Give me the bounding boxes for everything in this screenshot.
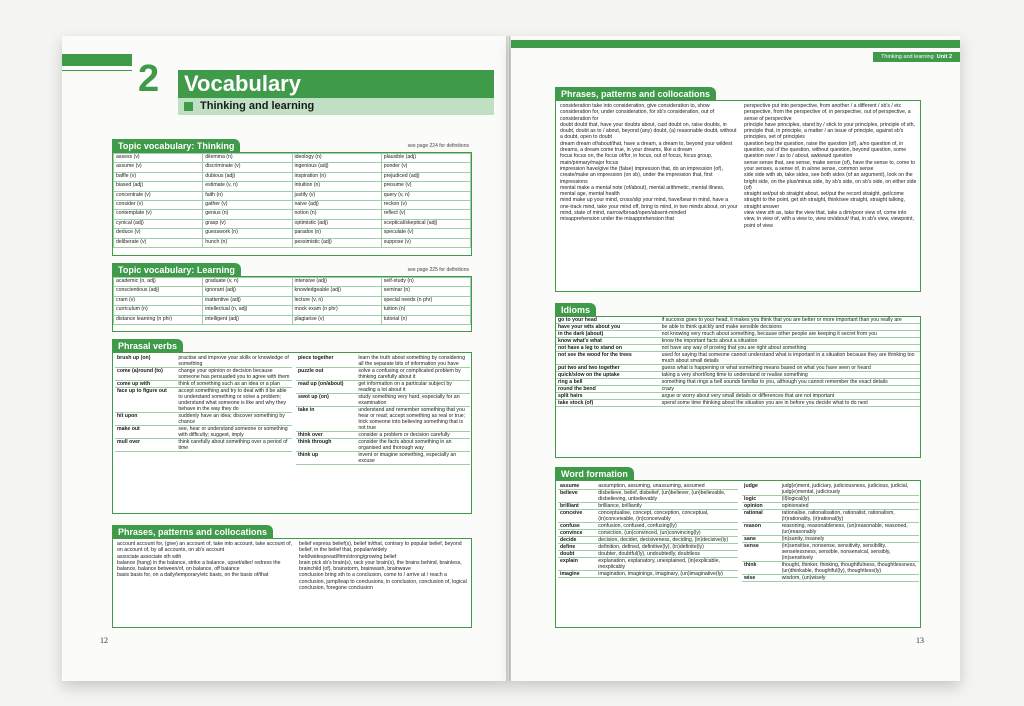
phrasal-verbs-section	[112, 341, 472, 514]
table-cell: decision, decider, decisiveness, deciding, (in)decisive(ly)	[596, 537, 738, 544]
term-cell: judge	[742, 483, 780, 496]
table-cell: guess what is happening or what something means based on what you have seen or heard	[660, 365, 920, 372]
table-cell: if success goes to your head, it makes you think that you are better or more important than you really are	[660, 317, 920, 324]
term-cell: logic	[742, 496, 780, 503]
table-cell: spend some time thinking about the situation you are in before you decide what to do next	[660, 400, 920, 407]
running-header	[873, 52, 960, 62]
table-row	[114, 163, 471, 172]
table-cell: special needs (n phr)	[381, 296, 470, 305]
term-cell: split hairs	[556, 393, 660, 400]
table-cell: conviction, (un)convinced, (un)convincing(ly)	[596, 530, 738, 537]
table-row	[114, 191, 471, 200]
table-row	[558, 530, 738, 537]
term-cell: take in	[296, 407, 356, 432]
table-row	[558, 571, 738, 578]
table-row	[115, 413, 292, 426]
table-row	[114, 172, 471, 181]
green-tab-bar	[62, 54, 132, 66]
table-cell: opinionated	[780, 503, 919, 510]
term-cell: conceive	[558, 510, 596, 523]
table-row	[114, 296, 471, 305]
term-cell: know what's what	[556, 338, 660, 345]
table-cell: naive (adj)	[292, 200, 381, 209]
term-cell: confuse	[558, 523, 596, 530]
term-cell: rational	[742, 510, 780, 523]
table-row	[556, 393, 920, 400]
table-cell: doubter, doubtful(ly), undoubtedly, doubtless	[596, 551, 738, 558]
table-row	[742, 503, 919, 510]
table-cell: be able to think quickly and make sensible decisions	[660, 324, 920, 331]
phrases-column-2: belief express belief(s), belief in/that, contrary to popular belief, beyond belief, in the belief that, popular/widely held/widespread/firm/strong/growing belief brain pick sb's brain(s), rack your brain(s), the brains behind, brainless, brainchild (of), brainstorm, brainwash, brainwave conclusion bring sth to a conclusion, come to / arrive at / reach a conclusion, jump/leap to conclusions, in conclusion, conclusion of, logical conclusion, foregone conclusion	[299, 541, 467, 592]
table-row	[296, 432, 470, 439]
table-cell: think carefully about something over a period of time	[176, 439, 292, 452]
term-cell: not see the wood for the trees	[556, 352, 660, 365]
term-cell: define	[558, 544, 596, 551]
table-cell: accept something and try to deal with it be able to understand something or solve a problem; understand what someone is like and why they behave in the way they do	[176, 388, 292, 413]
table-row	[742, 496, 919, 503]
green-rule	[62, 70, 132, 71]
term-cell: believe	[558, 490, 596, 503]
phrases-column-1: consideration take into consideration, give consideration to, show consideration for, under consideration, for sb's consideration, out of consideration for doubt doubt that, have your doubts about, cast doubt on, raise doubts, in doubt, doubt as to / about, beyond (any) doubt, (a) reasonable doubt, without a doubt, open to doubt dream dream of/about/that, have a dream, a dream to, beyond your wildest dreams, a dream come true, in your dreams, like a dream focus focus on, the focus of/for, in focus, out of focus, focus group, main/primary/major focus impression have/give the (false) impression that, do an impression (of), create/make an impression (on sb), under the impression that, first impressions mental make a mental note (of/about), mental arithmetic, mental illness, mental age, mental health mind make up your mind, cross/slip your mind, have/bear in mind, have a one-track mind, take your mind off, bring to mind, in two minds about, on your mind, state of mind, narrow/broad/open/absent-minded misapprehension under the misapprehension that	[560, 103, 738, 223]
table-cell: solve a confusing or complicated problem by thinking carefully about it	[356, 368, 470, 381]
table-row	[558, 537, 738, 544]
vocab-table	[113, 153, 471, 248]
table-row	[115, 388, 292, 413]
table-row	[556, 400, 920, 407]
table-row	[742, 575, 919, 582]
table-cell: rationalise, rationalisation, rationalist, rationalism, (ir)rationality, (ir)rational(ly)	[780, 510, 919, 523]
page-subtitle	[178, 98, 494, 115]
phrasal-verbs-table	[296, 355, 470, 465]
section-heading: Word formation	[555, 467, 634, 481]
term-cell: hit upon	[115, 413, 176, 426]
idioms-table	[556, 317, 920, 407]
term-cell: not have a leg to stand on	[556, 345, 660, 352]
table-row	[114, 287, 471, 296]
top-green-bar	[511, 40, 960, 48]
table-cell: ignorant (adj)	[203, 287, 292, 296]
table-cell: reasoning, reasonableness, (un)reasonable, reasoned, (un)reasonably	[780, 523, 919, 536]
term-cell: doubt	[558, 551, 596, 558]
table-row	[114, 219, 471, 228]
table-cell: ideology (n)	[292, 154, 381, 163]
table-row	[742, 483, 919, 496]
section-heading: Idioms	[555, 303, 596, 317]
table-row	[115, 426, 292, 439]
table-cell: seminar (n)	[381, 287, 470, 296]
table-cell: change your opinion or decision because someone has persuaded you to agree with them	[176, 368, 292, 381]
table-cell: presume (v)	[381, 182, 470, 191]
term-cell: assume	[558, 483, 596, 490]
table-cell: practise and improve your skills or knowledge of something	[176, 355, 292, 368]
table-cell: not knowing very much about something, because other people are keeping it secret from you	[660, 331, 920, 338]
table-row	[296, 439, 470, 452]
idioms-section	[555, 305, 921, 458]
table-row	[558, 523, 738, 530]
table-cell: paradox (n)	[292, 229, 381, 238]
phrasal-verbs-right-column	[296, 355, 470, 465]
topic-learning-section	[112, 265, 472, 332]
table-cell: dubious (adj)	[203, 172, 292, 181]
page-title: Vocabulary	[178, 70, 494, 98]
table-cell: plagiarise (v)	[292, 315, 381, 324]
term-cell: brush up (on)	[115, 355, 176, 368]
phrasal-verbs-left-column	[115, 355, 292, 452]
term-cell: decide	[558, 537, 596, 544]
table-row	[558, 544, 738, 551]
vocab-table	[113, 277, 471, 325]
word-formation-table	[558, 483, 738, 578]
table-cell: sceptical/skeptical (adj)	[381, 219, 470, 228]
table-cell: prejudiced (adj)	[381, 172, 470, 181]
definitions-note: see page 225 for definitions	[407, 267, 469, 273]
section-heading: Topic vocabulary: Learning	[112, 263, 241, 277]
table-row	[296, 355, 470, 368]
table-cell: not have any way of proving that you are right about something	[660, 345, 920, 352]
term-cell: think up	[296, 452, 356, 465]
table-cell: consider (v)	[114, 200, 203, 209]
table-cell: understand and remember something that you hear or read; accept something as real or true; trick someone into believing something that is not true	[356, 407, 470, 432]
left-page	[62, 36, 510, 681]
table-row	[556, 331, 920, 338]
table-row	[114, 306, 471, 315]
term-cell: swot up (on)	[296, 394, 356, 407]
term-cell: come up with	[115, 381, 176, 388]
table-cell: explanation, explanatory, unexplained, (in)explicable, inexplicably	[596, 558, 738, 571]
table-row	[114, 238, 471, 247]
table-row	[556, 372, 920, 379]
table-row	[742, 523, 919, 536]
table-cell: optimistic (adj)	[292, 219, 381, 228]
table-cell: consider a problem or decision carefully	[356, 432, 470, 439]
term-cell: read up (on/about)	[296, 381, 356, 394]
table-row	[296, 452, 470, 465]
table-cell: faith (n)	[203, 191, 292, 200]
term-cell: have your wits about you	[556, 324, 660, 331]
table-cell: get information on a particular subject by reading a lot about it	[356, 381, 470, 394]
table-row	[558, 490, 738, 503]
table-cell: conceptualise, concept, conception, conceptual, (in)conceivable, (in)conceivably	[596, 510, 738, 523]
table-row	[115, 381, 292, 388]
term-cell: come (a)round (to)	[115, 368, 176, 381]
term-cell: sane	[742, 536, 780, 543]
table-cell: gather (v)	[203, 200, 292, 209]
table-cell: discriminate (v)	[203, 163, 292, 172]
table-row	[558, 510, 738, 523]
table-row	[296, 394, 470, 407]
term-cell: put two and two together	[556, 365, 660, 372]
table-cell: assumption, assuming, unassuming, assumed	[596, 483, 738, 490]
table-row	[742, 562, 919, 575]
table-cell: knowledgeable (adj)	[292, 287, 381, 296]
table-cell: baffle (v)	[114, 172, 203, 181]
table-cell: justify (v)	[292, 191, 381, 200]
table-cell: cynical (adj)	[114, 219, 203, 228]
table-cell: study something very hard, especially for an examination	[356, 394, 470, 407]
table-cell: intelligent (adj)	[203, 315, 292, 324]
table-cell: intensive (adj)	[292, 278, 381, 287]
table-cell: something that rings a bell sounds familiar to you, although you cannot remember the exact details	[660, 379, 920, 386]
table-cell: graduate (v, n)	[203, 278, 292, 287]
table-cell: academic (n, adj)	[114, 278, 203, 287]
table-row	[742, 543, 919, 562]
table-cell: crazy	[660, 386, 920, 393]
table-cell: genius (n)	[203, 210, 292, 219]
table-cell: think of something such as an idea or a plan	[176, 381, 292, 388]
table-row	[114, 182, 471, 191]
table-cell: definition, defined, definitive(ly), (in)definite(ly)	[596, 544, 738, 551]
definitions-note: see page 224 for definitions	[407, 143, 469, 149]
table-cell: contemplate (v)	[114, 210, 203, 219]
table-cell: wisdom, (un)wisely	[780, 575, 919, 582]
table-cell: used for saying that someone cannot understand what is important in a situation because they are thinking too much about small details	[660, 352, 920, 365]
term-cell: explain	[558, 558, 596, 571]
table-row	[742, 536, 919, 543]
table-row	[556, 386, 920, 393]
table-cell: cram (v)	[114, 296, 203, 305]
term-cell: reason	[742, 523, 780, 536]
right-page	[511, 36, 960, 681]
table-row	[556, 352, 920, 365]
table-cell: know the important facts about a situation	[660, 338, 920, 345]
term-cell: round the bend	[556, 386, 660, 393]
term-cell: puzzle out	[296, 368, 356, 381]
table-row	[115, 355, 292, 368]
term-cell: quick/slow on the uptake	[556, 372, 660, 379]
term-cell: opinion	[742, 503, 780, 510]
table-cell: inattentive (adj)	[203, 296, 292, 305]
term-cell: in the dark (about)	[556, 331, 660, 338]
term-cell: face up to figure out	[115, 388, 176, 413]
table-cell: notion (n)	[292, 210, 381, 219]
open-book	[62, 36, 960, 681]
table-cell: imagination, imaginings, imaginary, (un)imaginative(ly)	[596, 571, 738, 578]
unit-number: 2	[138, 58, 160, 100]
phrases-column-2: perspective put into perspective, from another / a different / sb's / etc perspective, from the perspective of, in perspective, out of perspective, a sense of perspective principle have principles, stand by / stick to your principles, principle of sth, principle that, in principle, a matter / an issue of principle, against sb's principles, set of principles question beg the question, raise the question (of), a/no question of, in question, out of the question, without question, beyond question, some question over / as to / about, awkward question sense sense that, see sense, make sense (of), have the sense to, come to your senses, a sense of, in a/one sense, common sense side side with sb, take sides, see both sides (of an argument), look on the bright side, on the plus/minus side, by sb's side, on sb's side, on either side (of) straight set/put sb straight about, set/put the record straight, get/come straight to the point, get sth straight, think/see straight, straight talking, straight answer view view sth as, take the view that, take a dim/poor view of, come into view, in view of, with a view to, view on/about/ that, in sb's view, viewpoint, point of view	[744, 103, 917, 229]
table-row	[556, 324, 920, 331]
term-cell: brilliant	[558, 503, 596, 510]
section-heading: Phrases, patterns and collocations	[112, 525, 273, 539]
table-row	[296, 381, 470, 394]
term-cell: go to your head	[556, 317, 660, 324]
table-cell: ingenious (adj)	[292, 163, 381, 172]
table-cell: invent or imagine something, especially an excuse	[356, 452, 470, 465]
table-cell: assume (v)	[114, 163, 203, 172]
table-cell: suddenly have an idea; discover something by chance	[176, 413, 292, 426]
table-row	[114, 315, 471, 324]
table-cell: argue or worry about very small details or differences that are not important	[660, 393, 920, 400]
table-row	[558, 551, 738, 558]
table-cell: plausible (adj)	[381, 154, 470, 163]
term-cell: think over	[296, 432, 356, 439]
table-row	[556, 379, 920, 386]
table-cell: brilliance, brilliantly	[596, 503, 738, 510]
table-cell: grasp (v)	[203, 219, 292, 228]
table-row	[296, 368, 470, 381]
table-cell: disbelieve, belief, disbelief, (un)believer, (un)believable, disbelieving, unbelievably	[596, 490, 738, 503]
table-row	[558, 503, 738, 510]
table-cell: (in)sensitise, nonsense, sensitivity, sensibility, senselessness, sensible, nonsensical, sensibly, (in)sensitively	[780, 543, 919, 562]
table-row	[114, 154, 471, 163]
section-heading: Topic vocabulary: Thinking	[112, 139, 240, 153]
table-row	[114, 278, 471, 287]
table-cell: assess (v)	[114, 154, 203, 163]
subtitle-text: Thinking and learning	[200, 100, 315, 112]
table-cell: conscientious (adj)	[114, 287, 203, 296]
term-cell: take stock (of)	[556, 400, 660, 407]
table-cell: tutorial (n)	[381, 315, 470, 324]
term-cell: wise	[742, 575, 780, 582]
word-formation-section	[555, 469, 921, 628]
table-cell: pessimistic (adj)	[292, 238, 381, 247]
header-label: Thinking and learning	[881, 54, 934, 60]
term-cell: piece together	[296, 355, 356, 368]
table-cell: self-study (n)	[381, 278, 470, 287]
table-row	[115, 368, 292, 381]
table-cell: inspiration (n)	[292, 172, 381, 181]
term-cell: convince	[558, 530, 596, 537]
word-formation-right-column	[742, 483, 919, 582]
term-cell: imagine	[558, 571, 596, 578]
table-cell: reflect (v)	[381, 210, 470, 219]
table-row	[558, 558, 738, 571]
table-cell: guesswork (n)	[203, 229, 292, 238]
table-cell: deduce (v)	[114, 229, 203, 238]
table-cell: see, hear or understand someone or something with difficulty; suggest, imply	[176, 426, 292, 439]
table-cell: judg(e)ment, judiciary, judiciousness, judicious, judicial, judg(e)mental, judiciously	[780, 483, 919, 496]
term-cell: think	[742, 562, 780, 575]
table-row	[114, 229, 471, 238]
table-cell: tuition (n)	[381, 306, 470, 315]
table-cell: intellectual (n, adj)	[203, 306, 292, 315]
table-cell: speculate (v)	[381, 229, 470, 238]
table-row	[556, 338, 920, 345]
term-cell: think through	[296, 439, 356, 452]
table-cell: learn the truth about something by considering all the separate bits of information you have	[356, 355, 470, 368]
page-number-left: 12	[100, 636, 108, 645]
table-row	[296, 407, 470, 432]
table-cell: confusion, confused, confusing(ly)	[596, 523, 738, 530]
term-cell: ring a bell	[556, 379, 660, 386]
table-cell: (il)logical(ly)	[780, 496, 919, 503]
table-cell: thought, thinker, thinking, thoughtfulness, thoughtlessness, (un)thinkable, thoughtful(ly), thoughtless(ly)	[780, 562, 919, 575]
table-cell: taking a very short/long time to understand or realise something	[660, 372, 920, 379]
table-cell: mock exam (n phr)	[292, 306, 381, 315]
word-formation-table	[742, 483, 919, 582]
table-cell: (in)sanity, insanely	[780, 536, 919, 543]
phrasal-verbs-table	[115, 355, 292, 452]
table-cell: curriculum (n)	[114, 306, 203, 315]
table-cell: hunch (n)	[203, 238, 292, 247]
table-cell: distance learning (n phr)	[114, 315, 203, 324]
section-heading: Phrasal verbs	[112, 339, 183, 353]
page-number-right: 13	[916, 636, 924, 645]
table-row	[115, 439, 292, 452]
phrases-section-right	[555, 89, 921, 292]
table-cell: concentrate (v)	[114, 191, 203, 200]
table-cell: deliberate (v)	[114, 238, 203, 247]
table-cell: lecture (v, n)	[292, 296, 381, 305]
table-cell: query (v, n)	[381, 191, 470, 200]
table-cell: intuition (n)	[292, 182, 381, 191]
table-cell: consider the facts about something in an organised and thorough way	[356, 439, 470, 452]
table-cell: biased (adj)	[114, 182, 203, 191]
section-heading: Phrases, patterns and collocations	[555, 87, 716, 101]
header-unit: Unit 2	[936, 54, 952, 60]
table-row	[114, 210, 471, 219]
table-row	[114, 200, 471, 209]
phrases-column-1: account account for, (give) an account of, take into account, take account of, on account of, by all accounts, on sb's account associate associate sth with balance (hang) in the balance, strike a balance, upset/alter/ redress the balance, balance between/of, on balance, off balance basis basis for, on a daily/temporary/etc basis, on the basis of/that	[117, 541, 293, 579]
table-cell: ponder (v)	[381, 163, 470, 172]
word-formation-left-column	[558, 483, 738, 578]
table-cell: dilemma (n)	[203, 154, 292, 163]
term-cell: make out	[115, 426, 176, 439]
topic-thinking-section	[112, 141, 472, 256]
table-cell: reckon (v)	[381, 200, 470, 209]
term-cell: sense	[742, 543, 780, 562]
table-row	[556, 345, 920, 352]
phrases-section-left	[112, 527, 472, 628]
table-cell: estimate (v, n)	[203, 182, 292, 191]
table-row	[742, 510, 919, 523]
table-cell: suppose (v)	[381, 238, 470, 247]
table-row	[556, 365, 920, 372]
term-cell: mull over	[115, 439, 176, 452]
